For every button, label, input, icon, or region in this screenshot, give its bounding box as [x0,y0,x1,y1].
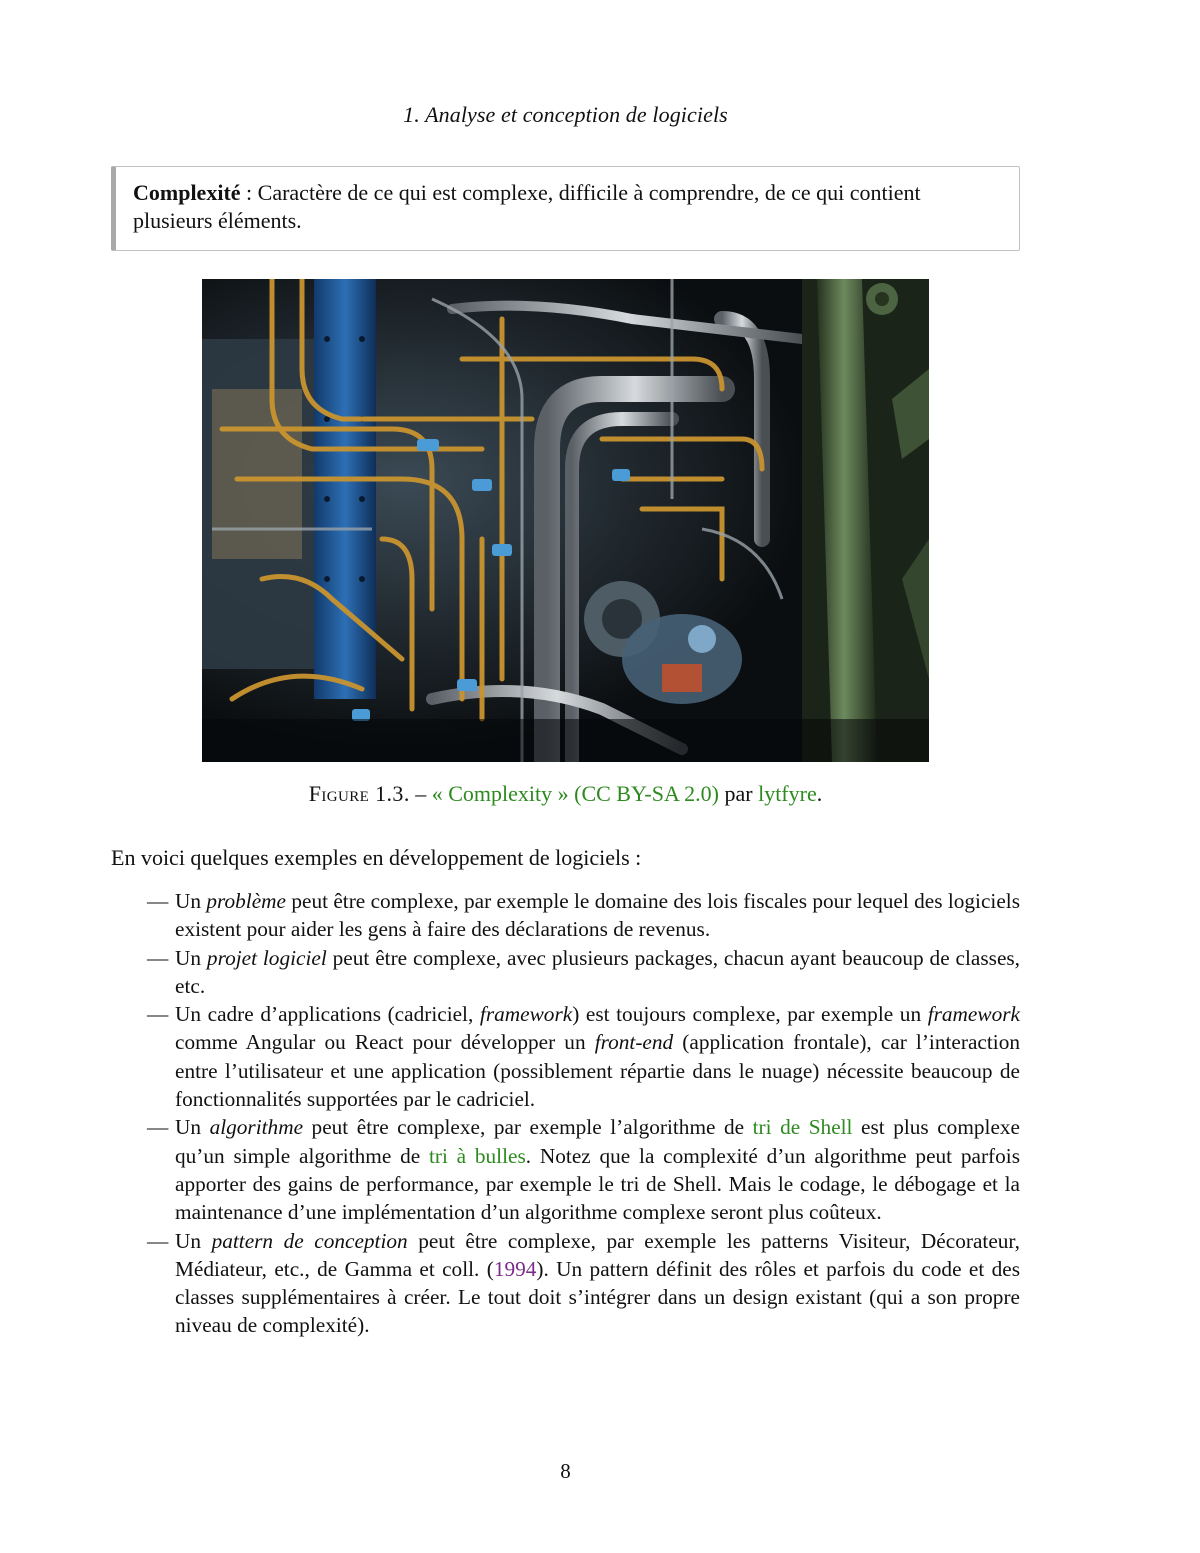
page-number: 8 [560,1459,571,1483]
item-text: comme Angular ou React pour développer un [175,1030,595,1055]
bubble-sort-link[interactable]: tri à bulles [428,1143,526,1168]
caption-author-link[interactable]: lytfyre [758,781,817,806]
item-emphasis: framework [927,1002,1020,1027]
list-dash: — [147,1002,169,1027]
list-item [111,1000,1020,1113]
citation-link[interactable]: 1994 [493,1256,537,1281]
item-text: ). Un pattern définit des rôles et parfois du code et des classes supplémentaires à créer. Le tout doit s’intégrer dans un design existant (qui a son propre niveau de complexité). [175,1256,1020,1338]
item-text: peut être complexe, par exemple l’algorithme de [303,1115,753,1140]
item-text: peut être complexe, par exemple le domaine des lois fiscales pour lequel des logiciels existent pour aider les gens à faire des déclarations de revenus. [175,889,1020,942]
item-text: ) est toujours complexe, par exemple un [572,1002,928,1027]
running-header: 1. Analyse et conception de logiciels [403,102,728,127]
item-text: Un cadre d’applications (cadriciel, [175,1002,480,1027]
caption-dash: – [409,781,432,806]
list-dash: — [147,889,169,913]
definition-term: Complexité [133,180,241,205]
item-text: (application frontale), car l’interaction entre l’utilisateur et une application (possiblement répartie dans le nuage) nécessite beaucoup de fonctionnalités supportées par le cadriciel. [175,1030,1020,1112]
list-dash: — [147,945,169,970]
list-item [111,1227,1020,1340]
item-text: est plus complexe qu’un simple algorithme de [175,1115,1021,1168]
figure-caption [0,781,1131,807]
list-item [111,944,1020,1001]
item-emphasis: pattern de conception [211,1228,408,1253]
item-emphasis: problème [206,889,287,913]
item-text: Un [175,1228,212,1253]
shell-sort-link[interactable]: tri de Shell [752,1115,853,1140]
item-emphasis: algorithme [209,1115,304,1140]
item-emphasis: projet logiciel [206,945,327,970]
figure-image-engine-pipes [202,279,929,762]
item-text: Un [175,945,207,970]
definition-box [111,166,1020,251]
item-text: . Notez que la complexité d’un algorithme peut parfois apporter des gains de performance, par exemple le tri de Shell. Mais le codage, le débogage et la maintenance d’une implémentation d’un algorithme complexe seront plus coûteux. [175,1143,1020,1225]
item-text: Un [175,889,207,913]
definition-text: Caractère de ce qui est complexe, difficile à comprendre, de ce qui contient plusieurs éléments. [133,180,921,233]
item-emphasis: front-end [594,1030,674,1055]
figure-label: Figure 1.3. [308,781,410,806]
intro-paragraph: En voici quelques exemples en développement de logiciels : [111,845,642,870]
caption-par: par [718,781,759,806]
list-item [111,887,1020,944]
item-emphasis: framework [479,1002,573,1027]
examples-list [111,887,1020,1340]
definition-separator: : [240,180,258,205]
list-item [111,1113,1020,1226]
item-text: Un [175,1115,210,1140]
item-text: peut être complexe, par exemple les patterns Visiteur, Décorateur, Médiateur, etc., de Gamma et coll. ( [175,1228,1020,1281]
caption-image-link[interactable]: « Complexity » (CC BY-SA 2.0) [431,781,719,806]
caption-end: . [816,781,823,806]
list-dash: — [147,1115,169,1140]
list-dash: — [147,1228,169,1253]
item-text: peut être complexe, avec plusieurs packages, chacun ayant beaucoup de classes, etc. [175,945,1021,998]
